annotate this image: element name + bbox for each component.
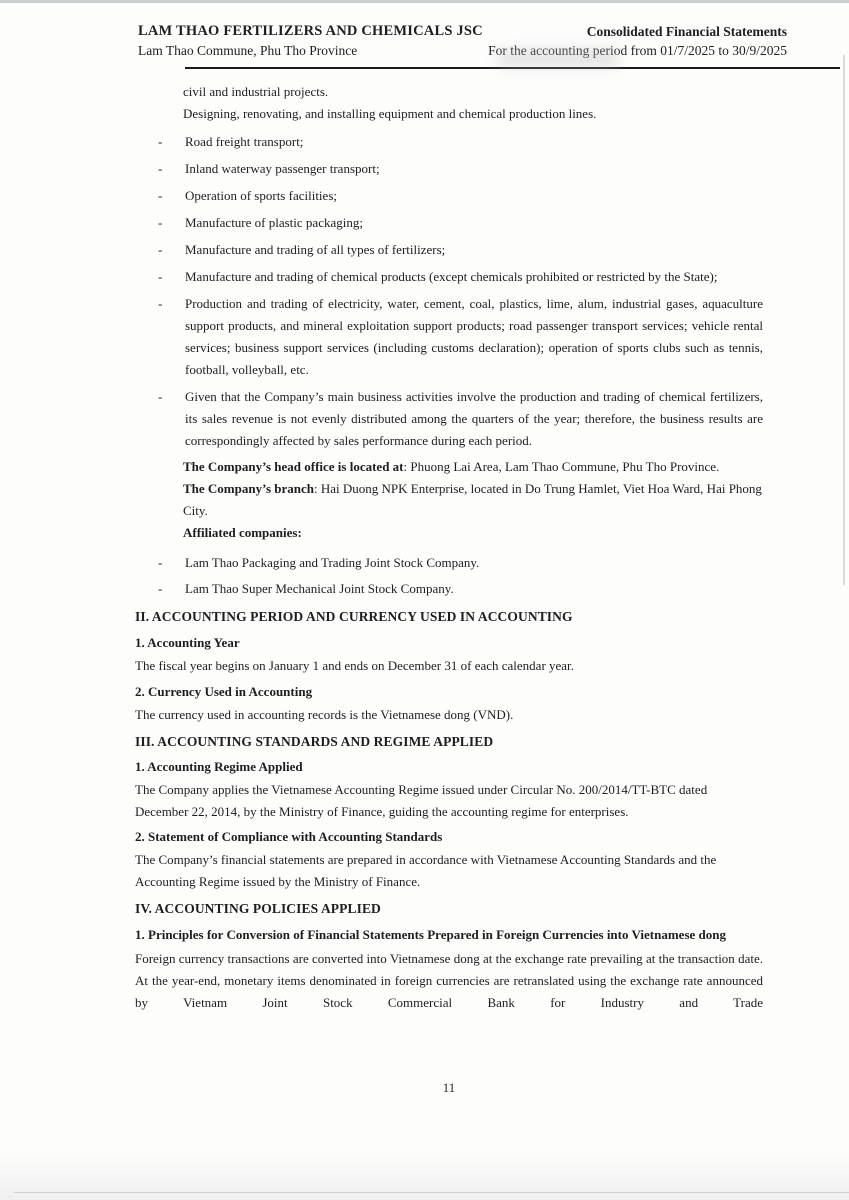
bullet-text: Operation of sports facilities; xyxy=(185,188,337,203)
bullet-item xyxy=(135,185,763,207)
paragraph-continuation: Designing, renovating, and installing equipment and chemical production lines. xyxy=(183,106,597,121)
bullet-item xyxy=(135,293,763,381)
paragraph-continuation: civil and industrial projects. xyxy=(183,84,329,99)
page-number: 11 xyxy=(442,1080,456,1095)
bullet-text: Manufacture and trading of all types of fertilizers; xyxy=(185,242,446,257)
sub-heading-accounting-year: 1. Accounting Year xyxy=(135,635,240,650)
bullet-dash: - xyxy=(158,555,163,570)
company-info xyxy=(138,22,483,60)
bullet-dash: - xyxy=(158,269,163,284)
bullet-item xyxy=(135,266,763,288)
paragraph-accounting-year: The fiscal year begins on January 1 and ends on December 31 of each calendar year. xyxy=(135,658,574,673)
bullet-item xyxy=(135,386,763,452)
company-name: LAM THAO FERTILIZERS AND CHEMICALS JSC xyxy=(138,23,483,39)
bullet-text: Lam Thao Super Mechanical Joint Stock Company. xyxy=(185,581,454,596)
bullet-item xyxy=(135,552,763,574)
bullet-dash: - xyxy=(158,134,163,149)
paragraph-foreign-currency: Foreign currency transactions are converted into Vietnamese dong at the exchange rate prevailing at the transaction date. At the year-end, monetary items denominated in foreign currencies are retranslated using the exchange rate announced by Vietnam Joint Stock Commercial Bank for Industry and Trade xyxy=(135,951,763,1010)
sub-heading-regime: 1. Accounting Regime Applied xyxy=(135,759,303,774)
report-title: Consolidated Financial Statements xyxy=(586,24,787,39)
bullet-dash: - xyxy=(158,581,163,596)
bullet-item xyxy=(135,578,763,600)
branch-label: The Company’s branch xyxy=(183,481,314,496)
company-address: Lam Thao Commune, Phu Tho Province xyxy=(138,43,358,58)
section-heading-ii: II. ACCOUNTING PERIOD AND CURRENCY USED IN ACCOUNTING xyxy=(135,609,573,624)
bullet-text: Road freight transport; xyxy=(185,134,304,149)
bullet-text: Manufacture and trading of chemical products (except chemicals prohibited or restricted by the State); xyxy=(185,269,718,284)
section-heading-iv: IV. ACCOUNTING POLICIES APPLIED xyxy=(135,901,381,916)
bullet-dash: - xyxy=(158,242,163,257)
paragraph-currency: The currency used in accounting records is the Vietnamese dong (VND). xyxy=(135,707,514,722)
head-office-text: : Phuong Lai Area, Lam Thao Commune, Phu Tho Province. xyxy=(403,459,720,474)
bullet-dash: - xyxy=(158,161,163,176)
bullet-text: Lam Thao Packaging and Trading Joint Stock Company. xyxy=(185,555,480,570)
paragraph-regime: The Company applies the Vietnamese Accounting Regime issued under Circular No. 200/2014/TT-BTC dated December 22, 2014, by the Ministry of Finance, guiding the accounting regime for enterprises. xyxy=(135,782,708,819)
paragraph-head-office xyxy=(183,456,763,478)
scan-artifact-smudge xyxy=(498,50,618,66)
bullet-dash: - xyxy=(158,296,163,311)
sub-heading-principles: 1. Principles for Conversion of Financial Statements Prepared in Foreign Currencies into Vietnamese dong xyxy=(135,927,726,942)
head-office-label: The Company’s head office is located at xyxy=(183,459,404,474)
bullet-item xyxy=(135,239,763,261)
bullet-dash: - xyxy=(158,188,163,203)
page-header xyxy=(0,0,849,60)
affiliated-companies-label: Affiliated companies: xyxy=(183,525,302,540)
report-period: For the accounting period from 01/7/2025 to 30/9/2025 xyxy=(488,43,787,58)
section-heading-iii: III. ACCOUNTING STANDARDS AND REGIME APPLIED xyxy=(135,734,494,749)
paragraph-branch xyxy=(183,478,763,522)
bullet-item xyxy=(135,212,763,234)
paragraph-compliance: The Company’s financial statements are prepared in accordance with Vietnamese Accounting Standards and the Accounting Regime issued by the Ministry of Finance. xyxy=(135,852,717,889)
bullet-text: Production and trading of electricity, water, cement, coal, plastics, lime, alum, industrial gases, aquaculture support products, and mineral exploitation support products; road passenger transport services; vehicle rental services; business support services (including customs declaration); operation of sports clubs such as tennis, football, volleyball, etc. xyxy=(185,296,763,377)
bullet-dash: - xyxy=(158,215,163,230)
sub-heading-compliance: 2. Statement of Compliance with Accounting Standards xyxy=(135,829,443,844)
bullet-item xyxy=(135,131,763,153)
document-body xyxy=(0,69,849,1014)
bullet-item xyxy=(135,158,763,180)
bullet-text: Given that the Company’s main business activities involve the production and trading of chemical fertilizers, its sales revenue is not evenly distributed among the quarters of the year; therefore, the business results are correspondingly affected by sales performance during each period. xyxy=(185,389,763,448)
scan-artifact-right-edge xyxy=(843,55,845,585)
branch-text: : Hai Duong NPK Enterprise, located in Do Trung Hamlet, Viet Hoa Ward, Hai Phong City. xyxy=(183,481,762,518)
bullet-text: Inland waterway passenger transport; xyxy=(185,161,380,176)
sub-heading-currency: 2. Currency Used in Accounting xyxy=(135,684,313,699)
bullet-text: Manufacture of plastic packaging; xyxy=(185,215,363,230)
bullet-dash: - xyxy=(158,389,163,404)
scan-artifact-bottom-line xyxy=(14,1192,849,1193)
scan-artifact-top-edge xyxy=(0,0,849,3)
